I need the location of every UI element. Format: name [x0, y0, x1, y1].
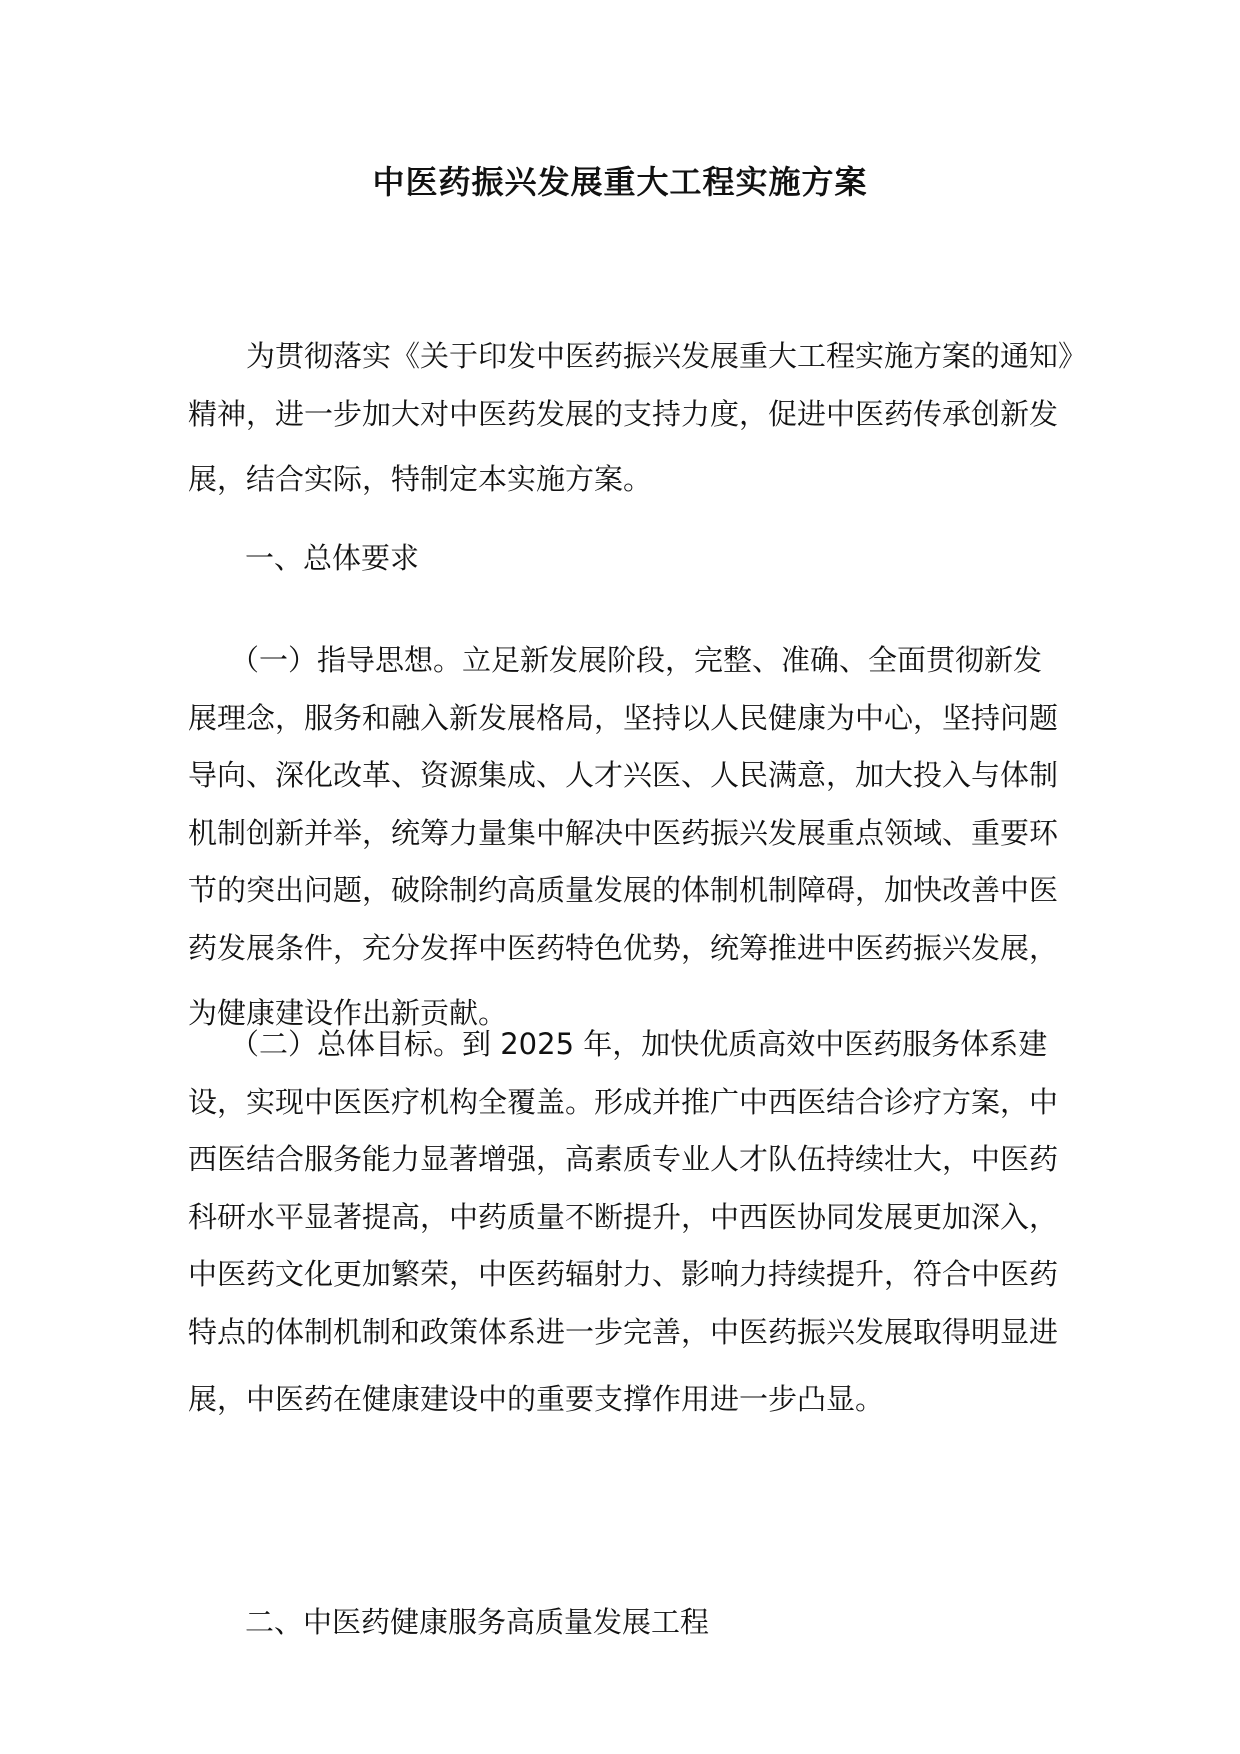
paragraph-line: 西医结合服务能力显著增强，高素质专业人才队伍持续壮大，中医药 [188, 1142, 1059, 1176]
intro-paragraph [188, 328, 1088, 509]
intro-line: 为贯彻落实《关于印发中医药振兴发展重大工程实施方案的通知》 [246, 339, 1088, 373]
intro-line: 展，结合实际，特制定本实施方案。 [188, 462, 653, 496]
paragraph-line: 设，实现中医医疗机构全覆盖。形成并推广中西医结合诊疗方案，中 [188, 1084, 1059, 1119]
paragraph-line: 药发展条件，充分发挥中医药特色优势，统筹推进中医药振兴发展， [188, 930, 1059, 965]
section-heading-1: 一、总体要求 [245, 541, 420, 575]
document-title: 中医药振兴发展重大工程实施方案 [372, 163, 868, 201]
paragraph-line: 机制创新并举，统筹力量集中解决中医药振兴发展重点领域、重要环 [188, 815, 1059, 850]
paragraph-line: 特点的体制机制和政策体系进一步完善，中医药振兴发展取得明显进 [188, 1314, 1059, 1349]
paragraph-line: 中医药文化更加繁荣，中医药辐射力、影响力持续提升，符合中医药 [188, 1257, 1059, 1291]
overall-goal-paragraph [188, 1016, 1068, 1429]
paragraph-line: 科研水平显著提高，中药质量不断提升，中西医协同发展更加深入， [188, 1199, 1059, 1234]
paragraph-line: 为健康建设作出新贡献。 [188, 996, 508, 1030]
section-heading-2: 二、中医药健康服务高质量发展工程 [245, 1605, 710, 1639]
guiding-thought-paragraph [188, 632, 1068, 1043]
paragraph-line: 展理念，服务和融入新发展格局，坚持以人民健康为中心，坚持问题 [188, 700, 1059, 735]
paragraph-line: 展，中医药在健康建设中的重要支撑作用进一步凸显。 [188, 1382, 885, 1416]
paragraph-line: （一）指导思想。立足新发展阶段，完整、准确、全面贯彻新发 [230, 643, 1043, 677]
intro-line: 精神，进一步加大对中医药发展的支持力度，促进中医药传承创新发 [188, 396, 1059, 431]
paragraph-line: 导向、深化改革、资源集成、人才兴医、人民满意，加大投入与体制 [188, 758, 1059, 792]
paragraph-line: （二）总体目标。到 2025 年，加快优质高效中医药服务体系建 [230, 1027, 1048, 1061]
paragraph-line: 节的突出问题，破除制约高质量发展的体制机制障碍，加快改善中医 [188, 873, 1059, 907]
